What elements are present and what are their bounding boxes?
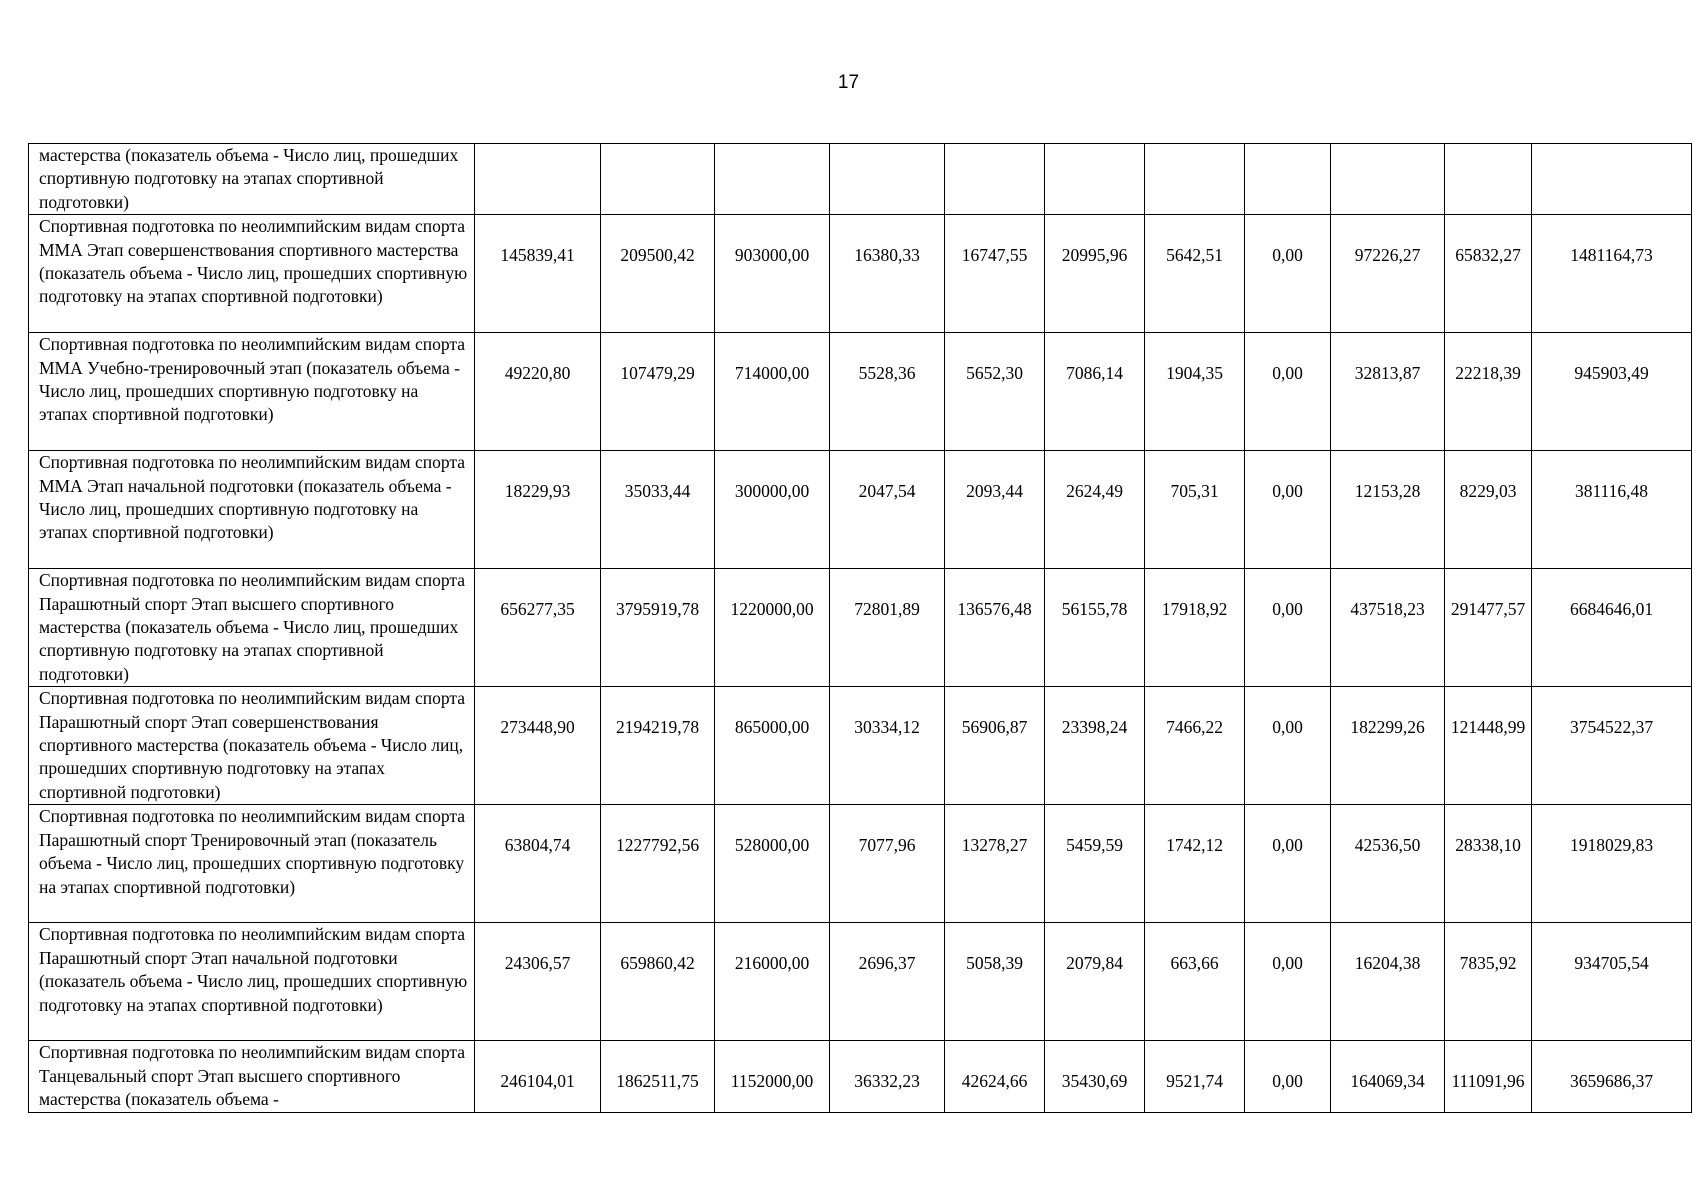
value-cell: 1862511,75 xyxy=(601,1041,715,1112)
value-cell: 0,00 xyxy=(1245,687,1331,805)
row-description: Спортивная подготовка по неолимпийским видам спорта ММА Учебно-тренировочный этап (показатель объема - Число лиц, прошедших спортивную подготовку на этапах спортивной подготовки) xyxy=(29,333,475,451)
value-cell: 7086,14 xyxy=(1045,333,1145,451)
row-description: Спортивная подготовка по неолимпийским видам спорта Парашютный спорт Этап совершенствования спортивного мастерства (показатель объема - Число лиц, прошедших спортивную подготовку на этапах спортивной подготовки) xyxy=(29,687,475,805)
value-cell: 2696,37 xyxy=(830,923,945,1041)
total-cell xyxy=(1532,144,1692,215)
row-description: Спортивная подготовка по неолимпийским видам спорта Парашютный спорт Этап начальной подготовки (показатель объема - Число лиц, прошедших спортивную подготовку на этапах спортивной подготовки) xyxy=(29,923,475,1041)
value-cell: 0,00 xyxy=(1245,451,1331,569)
value-cell: 0,00 xyxy=(1245,923,1331,1041)
total-cell: 945903,49 xyxy=(1532,333,1692,451)
value-cell: 273448,90 xyxy=(475,687,601,805)
value-cell: 12153,28 xyxy=(1331,451,1445,569)
value-cell: 72801,89 xyxy=(830,569,945,687)
value-cell: 216000,00 xyxy=(715,923,830,1041)
value-cell: 2047,54 xyxy=(830,451,945,569)
value-cell: 7077,96 xyxy=(830,805,945,923)
value-cell: 56906,87 xyxy=(945,687,1045,805)
value-cell: 8229,03 xyxy=(1445,451,1532,569)
value-cell: 0,00 xyxy=(1245,215,1331,333)
table-row xyxy=(29,144,1692,215)
value-cell: 18229,93 xyxy=(475,451,601,569)
value-cell: 49220,80 xyxy=(475,333,601,451)
value-cell: 17918,92 xyxy=(1145,569,1245,687)
value-cell: 528000,00 xyxy=(715,805,830,923)
table-row xyxy=(29,569,1692,687)
value-cell: 2194219,78 xyxy=(601,687,715,805)
value-cell: 714000,00 xyxy=(715,333,830,451)
value-cell: 5058,39 xyxy=(945,923,1045,1041)
value-cell: 659860,42 xyxy=(601,923,715,1041)
total-cell: 6684646,01 xyxy=(1532,569,1692,687)
value-cell: 903000,00 xyxy=(715,215,830,333)
value-cell: 5528,36 xyxy=(830,333,945,451)
value-cell xyxy=(830,144,945,215)
value-cell xyxy=(475,144,601,215)
total-cell: 3754522,37 xyxy=(1532,687,1692,805)
value-cell: 13278,27 xyxy=(945,805,1045,923)
value-cell: 209500,42 xyxy=(601,215,715,333)
value-cell: 145839,41 xyxy=(475,215,601,333)
value-cell xyxy=(945,144,1045,215)
value-cell xyxy=(1331,144,1445,215)
value-cell: 56155,78 xyxy=(1045,569,1145,687)
value-cell: 35430,69 xyxy=(1045,1041,1145,1112)
total-cell: 3659686,37 xyxy=(1532,1041,1692,1112)
value-cell: 32813,87 xyxy=(1331,333,1445,451)
value-cell: 97226,27 xyxy=(1331,215,1445,333)
value-cell: 22218,39 xyxy=(1445,333,1532,451)
value-cell: 865000,00 xyxy=(715,687,830,805)
value-cell: 63804,74 xyxy=(475,805,601,923)
value-cell: 2079,84 xyxy=(1045,923,1145,1041)
value-cell xyxy=(1045,144,1145,215)
value-cell: 42624,66 xyxy=(945,1041,1045,1112)
value-cell xyxy=(601,144,715,215)
value-cell: 2624,49 xyxy=(1045,451,1145,569)
row-description: Спортивная подготовка по неолимпийским видам спорта Парашютный спорт Этап высшего спортивного мастерства (показатель объема - Число лиц, прошедших спортивную подготовку на этапах спортивной подготовки) xyxy=(29,569,475,687)
table-row xyxy=(29,333,1692,451)
value-cell: 7466,22 xyxy=(1145,687,1245,805)
value-cell: 0,00 xyxy=(1245,1041,1331,1112)
value-cell: 291477,57 xyxy=(1445,569,1532,687)
budget-table xyxy=(28,143,1692,1113)
value-cell: 1220000,00 xyxy=(715,569,830,687)
value-cell: 656277,35 xyxy=(475,569,601,687)
value-cell: 5642,51 xyxy=(1145,215,1245,333)
value-cell: 1742,12 xyxy=(1145,805,1245,923)
table-row xyxy=(29,805,1692,923)
value-cell: 663,66 xyxy=(1145,923,1245,1041)
value-cell: 9521,74 xyxy=(1145,1041,1245,1112)
value-cell: 437518,23 xyxy=(1331,569,1445,687)
table-row xyxy=(29,1041,1692,1112)
value-cell: 30334,12 xyxy=(830,687,945,805)
value-cell: 111091,96 xyxy=(1445,1041,1532,1112)
value-cell: 7835,92 xyxy=(1445,923,1532,1041)
value-cell: 35033,44 xyxy=(601,451,715,569)
value-cell: 0,00 xyxy=(1245,569,1331,687)
table-row xyxy=(29,215,1692,333)
value-cell: 5459,59 xyxy=(1045,805,1145,923)
row-description: Спортивная подготовка по неолимпийским видам спорта Танцевальный спорт Этап высшего спортивного мастерства (показатель объема - xyxy=(29,1041,475,1112)
total-cell: 1481164,73 xyxy=(1532,215,1692,333)
row-description: Спортивная подготовка по неолимпийским видам спорта ММА Этап совершенствования спортивного мастерства (показатель объема - Число лиц, прошедших спортивную подготовку на этапах спортивной подготовки) xyxy=(29,215,475,333)
value-cell: 164069,34 xyxy=(1331,1041,1445,1112)
value-cell: 136576,48 xyxy=(945,569,1045,687)
value-cell: 121448,99 xyxy=(1445,687,1532,805)
value-cell: 3795919,78 xyxy=(601,569,715,687)
value-cell: 16204,38 xyxy=(1331,923,1445,1041)
value-cell: 65832,27 xyxy=(1445,215,1532,333)
value-cell: 24306,57 xyxy=(475,923,601,1041)
value-cell: 20995,96 xyxy=(1045,215,1145,333)
value-cell: 16747,55 xyxy=(945,215,1045,333)
total-cell: 934705,54 xyxy=(1532,923,1692,1041)
value-cell: 1904,35 xyxy=(1145,333,1245,451)
value-cell: 107479,29 xyxy=(601,333,715,451)
row-description: мастерства (показатель объема - Число лиц, прошедших спортивную подготовку на этапах спортивной подготовки) xyxy=(29,144,475,215)
value-cell: 5652,30 xyxy=(945,333,1045,451)
value-cell: 182299,26 xyxy=(1331,687,1445,805)
value-cell: 1152000,00 xyxy=(715,1041,830,1112)
value-cell: 28338,10 xyxy=(1445,805,1532,923)
row-description: Спортивная подготовка по неолимпийским видам спорта Парашютный спорт Тренировочный этап (показатель объема - Число лиц, прошедших спортивную подготовку на этапах спортивной подготовки) xyxy=(29,805,475,923)
table-row xyxy=(29,687,1692,805)
value-cell: 0,00 xyxy=(1245,333,1331,451)
value-cell xyxy=(1145,144,1245,215)
value-cell: 246104,01 xyxy=(475,1041,601,1112)
value-cell xyxy=(715,144,830,215)
table-row xyxy=(29,923,1692,1041)
page-number: 17 xyxy=(837,72,860,93)
value-cell: 1227792,56 xyxy=(601,805,715,923)
value-cell: 0,00 xyxy=(1245,805,1331,923)
total-cell: 1918029,83 xyxy=(1532,805,1692,923)
total-cell: 381116,48 xyxy=(1532,451,1692,569)
value-cell: 42536,50 xyxy=(1331,805,1445,923)
value-cell: 300000,00 xyxy=(715,451,830,569)
value-cell: 36332,23 xyxy=(830,1041,945,1112)
value-cell: 705,31 xyxy=(1145,451,1245,569)
value-cell: 16380,33 xyxy=(830,215,945,333)
row-description: Спортивная подготовка по неолимпийским видам спорта ММА Этап начальной подготовки (показатель объема - Число лиц, прошедших спортивную подготовку на этапах спортивной подготовки) xyxy=(29,451,475,569)
value-cell xyxy=(1245,144,1331,215)
value-cell: 23398,24 xyxy=(1045,687,1145,805)
table-body xyxy=(29,144,1692,1113)
table-row xyxy=(29,451,1692,569)
value-cell: 2093,44 xyxy=(945,451,1045,569)
value-cell xyxy=(1445,144,1532,215)
